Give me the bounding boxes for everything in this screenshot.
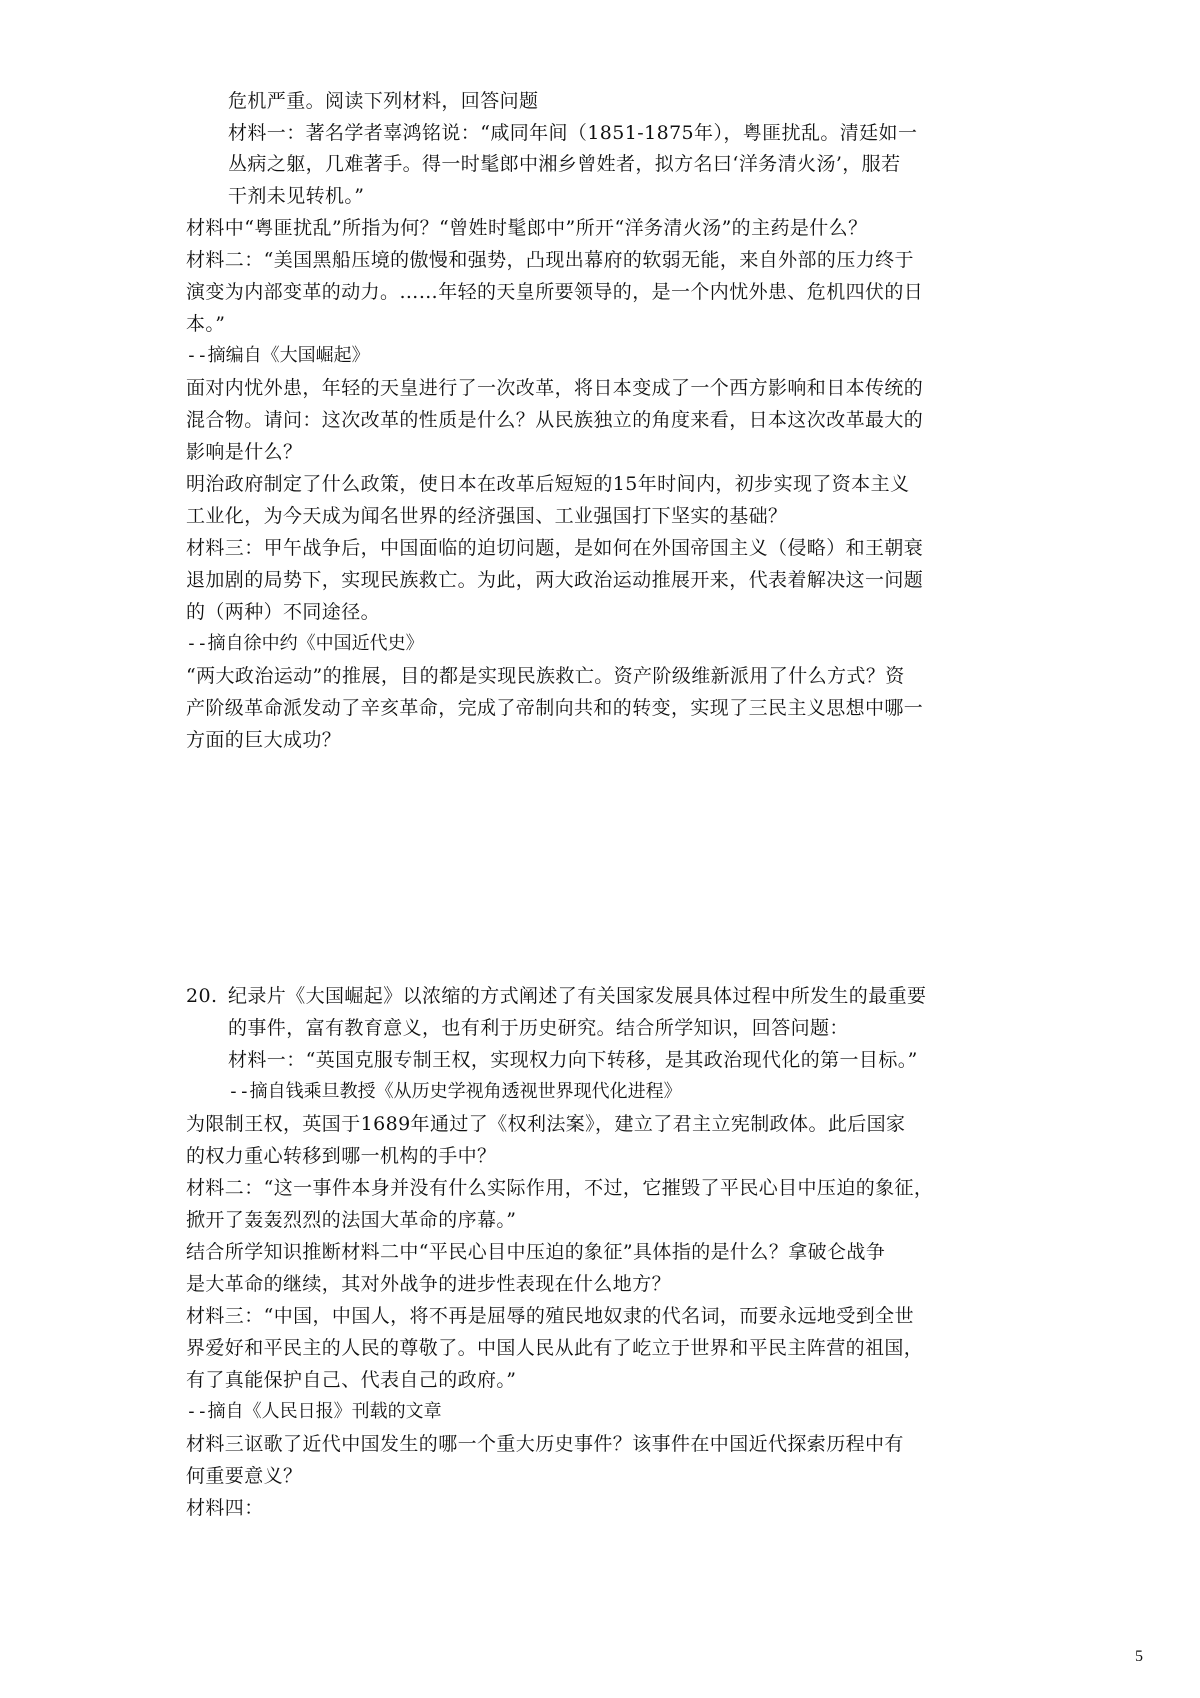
q20-question-1-line-1: 为限制王权，英国于1689年通过了《权利法案》，建立了君主立宪制政体。此后国家 (186, 1113, 906, 1135)
q20-question-3-line-1: 材料三讴歌了近代中国发生的哪一个重大历史事件？该事件在中国近代探索历程中有 (186, 1433, 904, 1455)
material-1-line-1: 材料一：著名学者辜鸿铭说：“咸同年间（1851-1875年），粤匪扰乱。清廷如一 (228, 122, 918, 144)
question-3-line-2: 工业化，为今天成为闻名世界的经济强国、工业强国打下坚实的基础？ (186, 505, 788, 527)
question-number-20: 20. (186, 985, 218, 1007)
material-3-line-2: 退加剧的局势下，实现民族救亡。为此，两大政治运动推展开来，代表着解决这一问题 (186, 569, 924, 591)
q20-material-2-line-1: 材料二：“这一事件本身并没有什么实际作用，不过，它摧毁了平民心目中压迫的象征， (186, 1177, 934, 1199)
q20-material-4: 材料四： (186, 1497, 264, 1519)
material-1-line-2: 丛病之躯，几难著手。得一时髦郎中湘乡曾姓者，拟方名曰‘洋务清火汤’，服若 (228, 153, 901, 175)
q20-question-3-line-2: 何重要意义？ (186, 1465, 303, 1487)
question-4-line-3: 方面的巨大成功？ (186, 729, 342, 751)
question-1: 材料中“粤匪扰乱”所指为何？“曾姓时髦郎中”所开“洋务清火汤”的主药是什么？ (186, 217, 868, 239)
q20-intro-line-1: 纪录片《大国崛起》以浓缩的方式阐述了有关国家发展具体过程中所发生的最重要 (228, 985, 927, 1007)
material-3-line-3: 的（两种）不同途径。 (186, 601, 381, 623)
q20-material-1: 材料一：“英国克服专制王权，实现权力向下转移，是其政治现代化的第一目标。” (228, 1049, 918, 1071)
question-2-line-2: 混合物。请问：这次改革的性质是什么？从民族独立的角度来看，日本这次改革最大的 (186, 409, 924, 431)
source-3: --摘自徐中约《中国近代史》 (186, 633, 424, 654)
question-4-line-2: 产阶级革命派发动了辛亥革命，完成了帝制向共和的转变，实现了三民主义思想中哪一 (186, 697, 924, 719)
q20-intro-line-2: 的事件，富有教育意义，也有利于历史研究。结合所学知识，回答问题： (228, 1017, 849, 1039)
question-4-line-1: “两大政治运动”的推展，目的都是实现民族救亡。资产阶级维新派用了什么方式？资 (186, 665, 905, 687)
question-3-line-1: 明治政府制定了什么政策，使日本在改革后短短的15年时间内，初步实现了资本主义 (186, 473, 910, 495)
material-3-line-1: 材料三：甲午战争后，中国面临的迫切问题，是如何在外国帝国主义（侵略）和王朝衰 (186, 537, 924, 559)
q20-question-2-line-1: 结合所学知识推断材料二中“平民心目中压迫的象征”具体指的是什么？拿破仑战争 (186, 1241, 886, 1263)
page-number: 5 (1135, 1648, 1143, 1665)
q20-material-3-line-2: 界爱好和平民主的人民的尊敬了。中国人民从此有了屹立于世界和平民主阵营的祖国， (186, 1337, 924, 1359)
q20-question-1-line-2: 的权力重心转移到哪一机构的手中？ (186, 1145, 497, 1167)
q20-source-3: --摘自《人民日报》刊载的文章 (186, 1401, 442, 1422)
material-2-line-1: 材料二：“美国黑船压境的傲慢和强势，凸现出幕府的软弱无能，来自外部的压力终于 (186, 249, 914, 271)
question-2-line-3: 影响是什么？ (186, 441, 303, 463)
source-2: --摘编自《大国崛起》 (186, 345, 370, 366)
q20-material-2-line-2: 掀开了轰轰烈烈的法国大革命的序幕。” (186, 1209, 517, 1231)
intro-line: 危机严重。阅读下列材料，回答问题 (228, 90, 539, 112)
question-2-line-1: 面对内忧外患，年轻的天皇进行了一次改革，将日本变成了一个西方影响和日本传统的 (186, 377, 924, 399)
material-2-line-3: 本。” (186, 313, 226, 335)
q20-material-3-line-1: 材料三：“中国，中国人，将不再是屈辱的殖民地奴隶的代名词，而要永远地受到全世 (186, 1305, 914, 1327)
q20-source-1: --摘自钱乘旦教授《从历史学视角透视世界现代化进程》 (228, 1081, 682, 1102)
q20-material-3-line-3: 有了真能保护自己、代表自己的政府。” (186, 1369, 517, 1391)
material-2-line-2: 演变为内部变革的动力。……年轻的天皇所要领导的，是一个内忧外患、危机四伏的日 (186, 281, 924, 303)
material-1-line-3: 干剂未见转机。” (228, 185, 365, 207)
q20-question-2-line-2: 是大革命的继续，其对外战争的进步性表现在什么地方？ (186, 1273, 672, 1295)
